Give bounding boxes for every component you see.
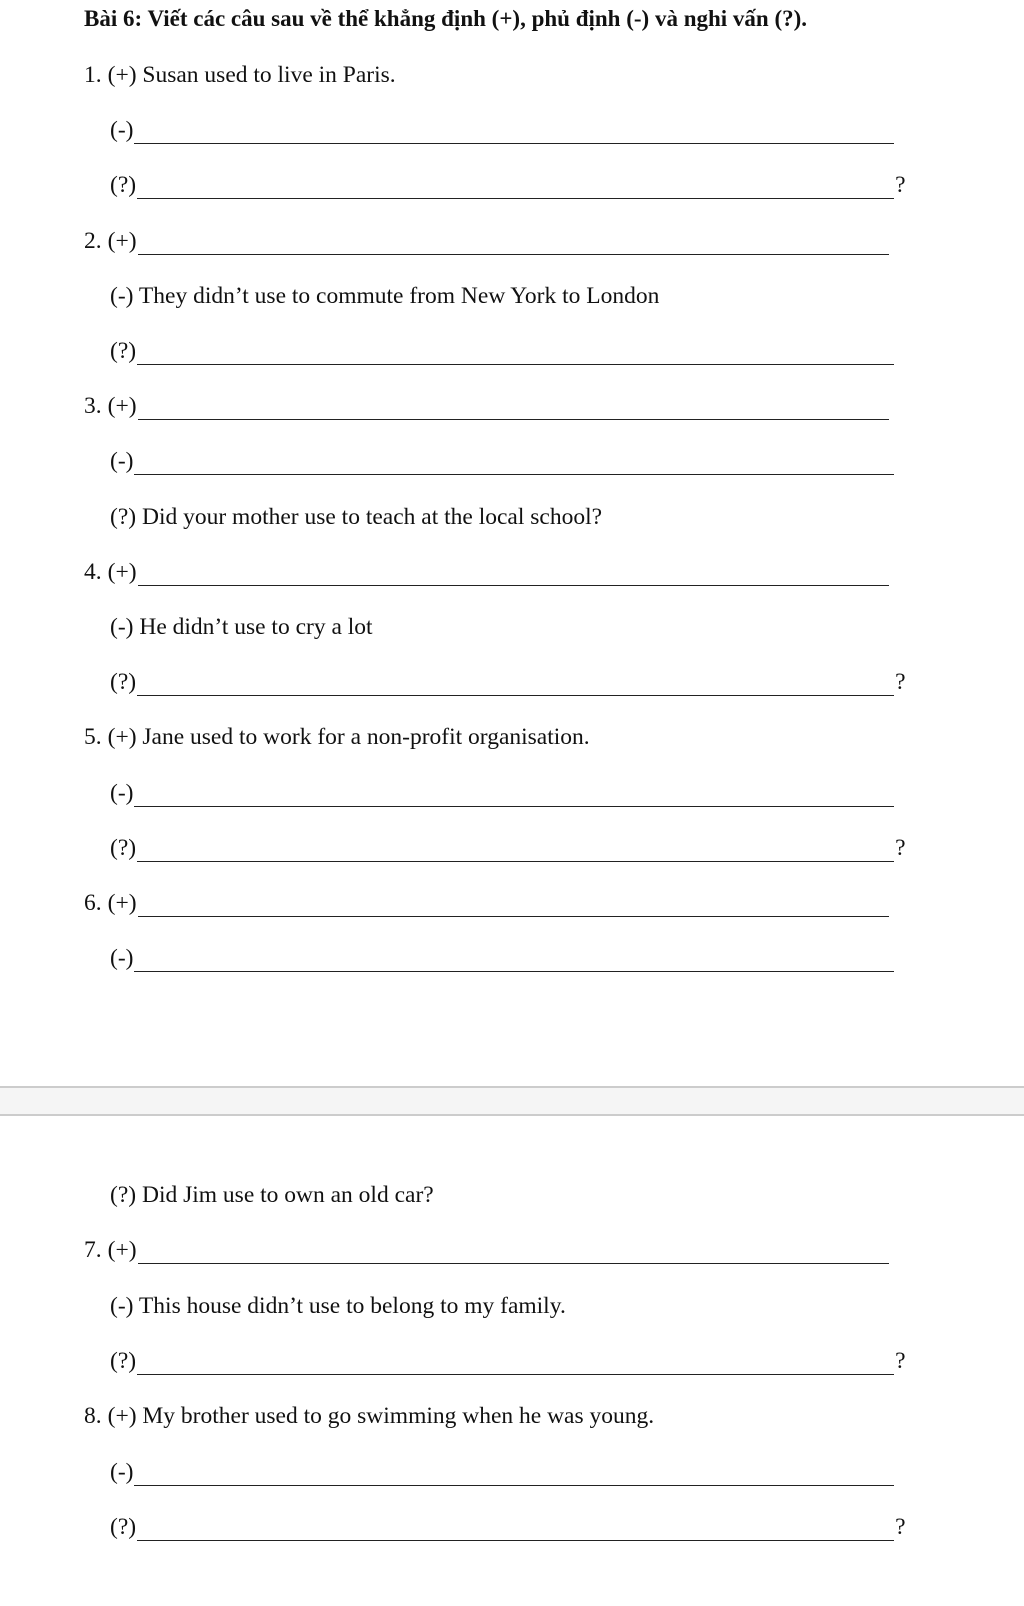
answer-line-row xyxy=(0,1511,1024,1541)
answer-line-row xyxy=(0,942,1024,972)
form-label: (?) xyxy=(110,338,137,364)
sentence-text: My brother used to go swimming when he was young. xyxy=(136,1403,655,1430)
answer-blank[interactable] xyxy=(134,784,894,807)
answer-line-row xyxy=(0,225,1024,255)
sentence-text: He didn’t use to cry a lot xyxy=(133,614,373,640)
sentence-row xyxy=(0,721,1024,751)
answer-line-row xyxy=(0,445,1024,475)
answer-blank[interactable] xyxy=(137,839,894,862)
answer-line-row xyxy=(0,169,1024,199)
answer-line-row xyxy=(0,114,1024,144)
answer-blank[interactable] xyxy=(138,563,889,586)
sentence-text: Did your mother use to teach at the local school? xyxy=(136,503,603,530)
question-mark: ? xyxy=(895,172,906,199)
question-mark: ? xyxy=(895,834,906,861)
sentence-row xyxy=(0,1290,1024,1320)
item-number: 7. xyxy=(84,1237,102,1264)
form-label: (-) xyxy=(110,282,134,309)
answer-line-row xyxy=(0,556,1024,586)
answer-line-row xyxy=(0,335,1024,365)
form-label: (+) xyxy=(107,393,137,420)
answer-line-row xyxy=(0,1456,1024,1486)
answer-blank[interactable] xyxy=(134,949,894,972)
form-label: (+) xyxy=(107,890,137,916)
form-label: (?) xyxy=(110,172,137,199)
answer-blank[interactable] xyxy=(138,397,889,420)
item-number: 2. xyxy=(84,227,102,254)
sentence-row xyxy=(0,59,1024,89)
answer-blank[interactable] xyxy=(134,452,894,475)
answer-line-row xyxy=(0,832,1024,862)
form-label: (?) xyxy=(110,1513,137,1540)
answer-line-row xyxy=(0,390,1024,420)
sentence-text: Jane used to work for a non-profit organisation. xyxy=(136,724,590,751)
answer-line-row xyxy=(0,1345,1024,1375)
form-label: (?) xyxy=(110,1347,137,1374)
form-label: (?) xyxy=(110,669,137,696)
sentence-row xyxy=(0,611,1024,641)
sentence-row xyxy=(0,1400,1024,1430)
form-label: (-) xyxy=(110,779,134,806)
sentence-row xyxy=(0,280,1024,310)
item-number: 3. xyxy=(84,393,102,420)
sentence-row xyxy=(0,501,1024,531)
form-label: (+) xyxy=(107,558,137,585)
answer-line-row xyxy=(0,777,1024,807)
answer-blank[interactable] xyxy=(138,894,889,917)
answer-blank[interactable] xyxy=(134,1463,894,1486)
page-break xyxy=(0,1086,1024,1116)
answer-blank[interactable] xyxy=(137,1352,894,1375)
sentence-row xyxy=(0,1179,1024,1209)
answer-blank[interactable] xyxy=(134,121,894,144)
question-mark: ? xyxy=(895,1513,906,1540)
answer-line-row xyxy=(0,1234,1024,1264)
form-label: (?) xyxy=(110,1182,137,1208)
sentence-text: They didn’t use to commute from New York to London xyxy=(133,282,660,309)
question-mark: ? xyxy=(895,1347,906,1374)
form-label: (+) xyxy=(107,724,137,751)
form-label: (-) xyxy=(110,1292,134,1319)
answer-blank[interactable] xyxy=(138,232,889,255)
sentence-text: Susan used to live in Paris. xyxy=(136,62,396,88)
form-label: (+) xyxy=(107,1237,137,1264)
form-label: (+) xyxy=(107,62,137,88)
form-label: (?) xyxy=(110,834,137,861)
answer-line-row xyxy=(0,887,1024,917)
form-label: (-) xyxy=(110,945,134,972)
item-number: 6. xyxy=(84,890,102,916)
sentence-text: This house didn’t use to belong to my family. xyxy=(133,1292,566,1319)
form-label: (+) xyxy=(107,227,137,254)
sentence-text: Did Jim use to own an old car? xyxy=(136,1182,434,1208)
question-mark: ? xyxy=(895,669,906,696)
answer-line-row xyxy=(0,666,1024,696)
item-number: 1. xyxy=(84,62,102,88)
form-label: (-) xyxy=(110,614,134,640)
answer-blank[interactable] xyxy=(138,1241,889,1264)
answer-blank[interactable] xyxy=(137,673,894,696)
answer-blank[interactable] xyxy=(137,176,894,199)
form-label: (?) xyxy=(110,503,137,530)
form-label: (-) xyxy=(110,448,134,475)
exercise-title: Bài 6: Viết các câu sau về thể khẳng định (+), phủ định (-) và nghi vấn (?). xyxy=(84,6,808,31)
item-number: 8. xyxy=(84,1403,102,1430)
answer-blank[interactable] xyxy=(137,1518,894,1541)
item-number: 5. xyxy=(84,724,102,751)
form-label: (-) xyxy=(110,1458,134,1485)
form-label: (-) xyxy=(110,117,134,144)
form-label: (+) xyxy=(107,1403,137,1430)
item-number: 4. xyxy=(84,558,102,585)
answer-blank[interactable] xyxy=(137,342,894,365)
